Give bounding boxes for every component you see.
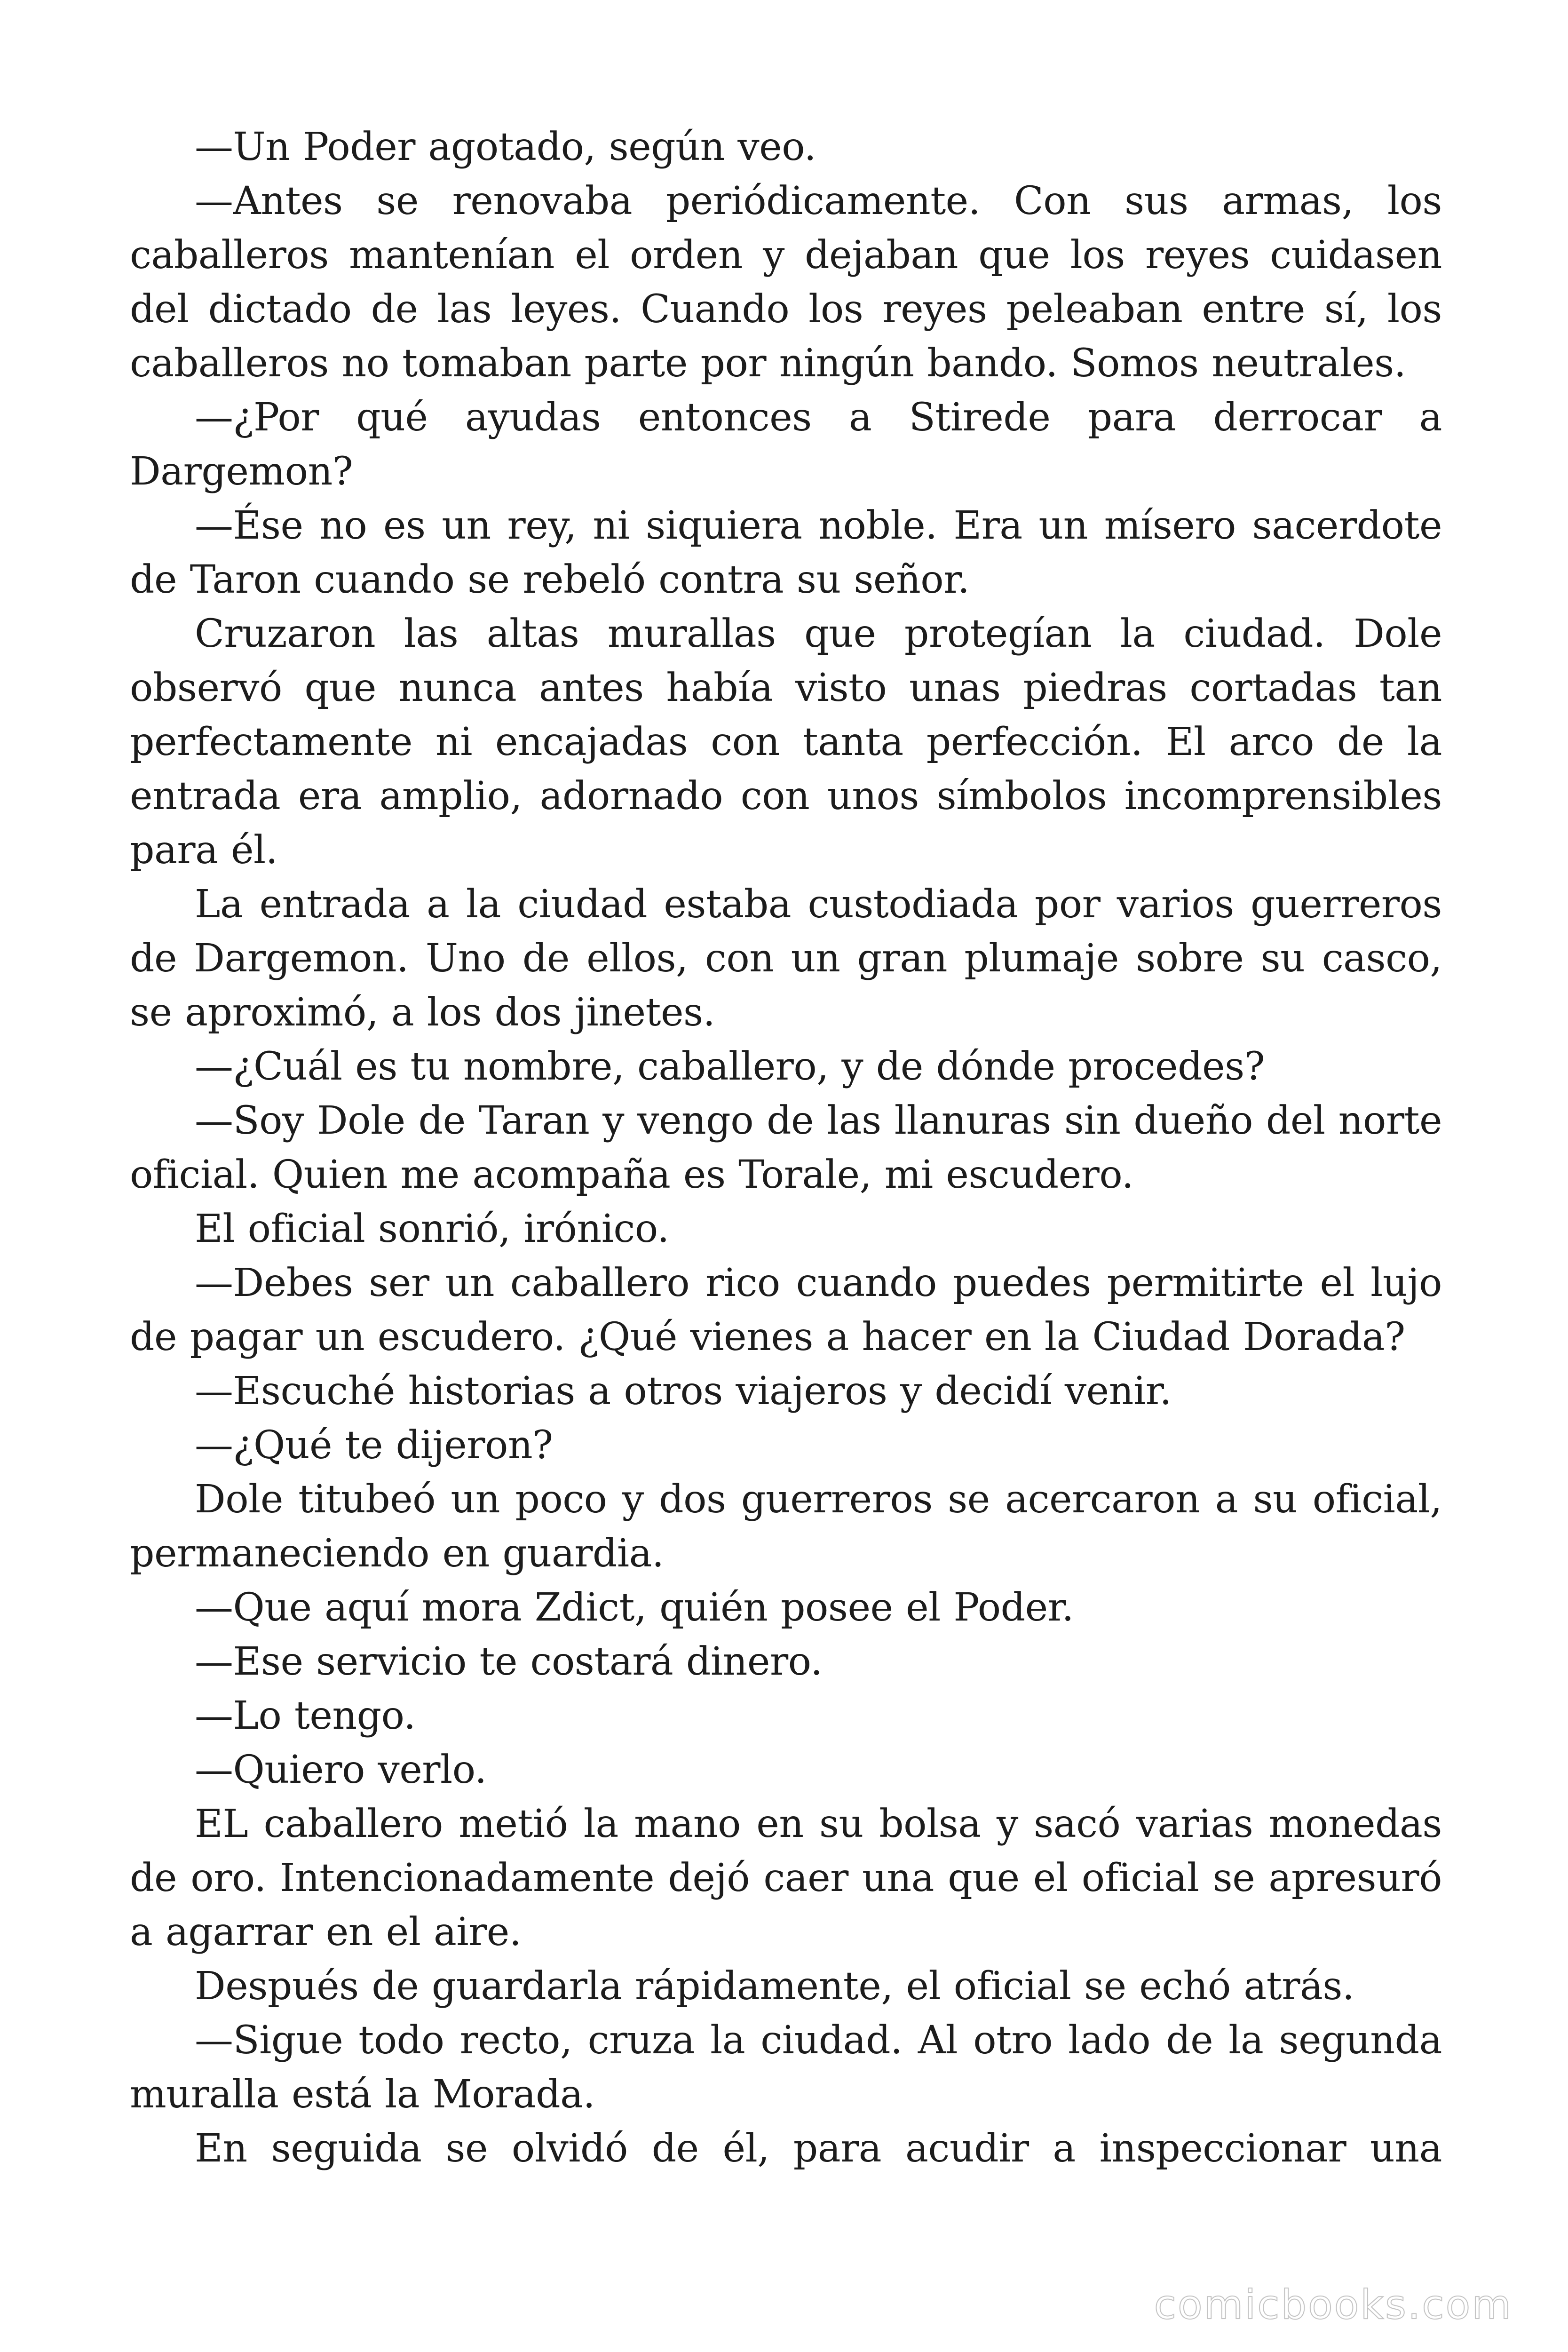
paragraph: —¿Cuál es tu nombre, caballero, y de dónde procedes? [195, 1044, 1265, 1089]
paragraph: —Ese servicio te costará dinero. [195, 1639, 823, 1684]
watermark: comicbooks.com [1154, 2281, 1513, 2328]
paragraph: —Ése no es un rey, ni siquiera noble. Era un mísero sacerdote de Taron cuando se rebeló contra su señor. [130, 503, 1442, 602]
paragraph: —Un Poder agotado, según veo. [195, 125, 816, 169]
paragraph-continued: En seguida se olvidó de él, para acudir a inspeccionar una [195, 2126, 1442, 2171]
paragraph: EL caballero metió la mano en su bolsa y sacó varias monedas de oro. Intencionadamente dejó caer una que el oficial se apresuró a agarrar en el aire. [130, 1802, 1442, 1955]
paragraph: —Que aquí mora Zdict, quién posee el Poder. [195, 1585, 1074, 1630]
paragraph: —Quiero verlo. [195, 1748, 487, 1792]
paragraph: El oficial sonrió, irónico. [195, 1207, 669, 1251]
paragraph: —Antes se renovaba periódicamente. Con sus armas, los caballeros mantenían el orden y dejaban que los reyes cuidasen del dictado de las leyes. Cuando los reyes peleaban entre sí, los caballeros no tomaban parte por ningún bando. Somos neutrales. [130, 179, 1442, 386]
paragraph: Dole titubeó un poco y dos guerreros se acercaron a su oficial, permaneciendo en guardia. [130, 1477, 1442, 1576]
paragraph: —Debes ser un caballero rico cuando puedes permitirte el lujo de pagar un escudero. ¿Qué vienes a hacer en la Ciudad Dorada? [130, 1261, 1442, 1359]
paragraph: —Escuché historias a otros viajeros y decidí venir. [195, 1369, 1172, 1414]
book-page-text [130, 120, 1442, 2176]
paragraph: Cruzaron las altas murallas que protegían la ciudad. Dole observó que nunca antes había visto unas piedras cortadas tan perfectamente ni encajadas con tanta perfección. El arco de la entrada era amplio, adornado con unos símbolos incomprensibles para él. [130, 612, 1442, 873]
paragraph: —Soy Dole de Taran y vengo de las llanuras sin dueño del norte oficial. Quien me acompaña es Torale, mi escudero. [130, 1098, 1442, 1197]
paragraph: La entrada a la ciudad estaba custodiada por varios guerreros de Dargemon. Uno de ellos, con un gran plumaje sobre su casco, se aproximó, a los dos jinetes. [130, 882, 1442, 1035]
paragraph: —¿Por qué ayudas entonces a Stirede para derrocar a Dargemon? [130, 395, 1442, 494]
paragraph: —Sigue todo recto, cruza la ciudad. Al otro lado de la segunda muralla está la Morada. [130, 2018, 1442, 2117]
paragraph: Después de guardarla rápidamente, el oficial se echó atrás. [195, 1964, 1354, 2009]
paragraph: —¿Qué te dijeron? [195, 1423, 553, 1468]
paragraph: —Lo tengo. [195, 1693, 416, 1738]
